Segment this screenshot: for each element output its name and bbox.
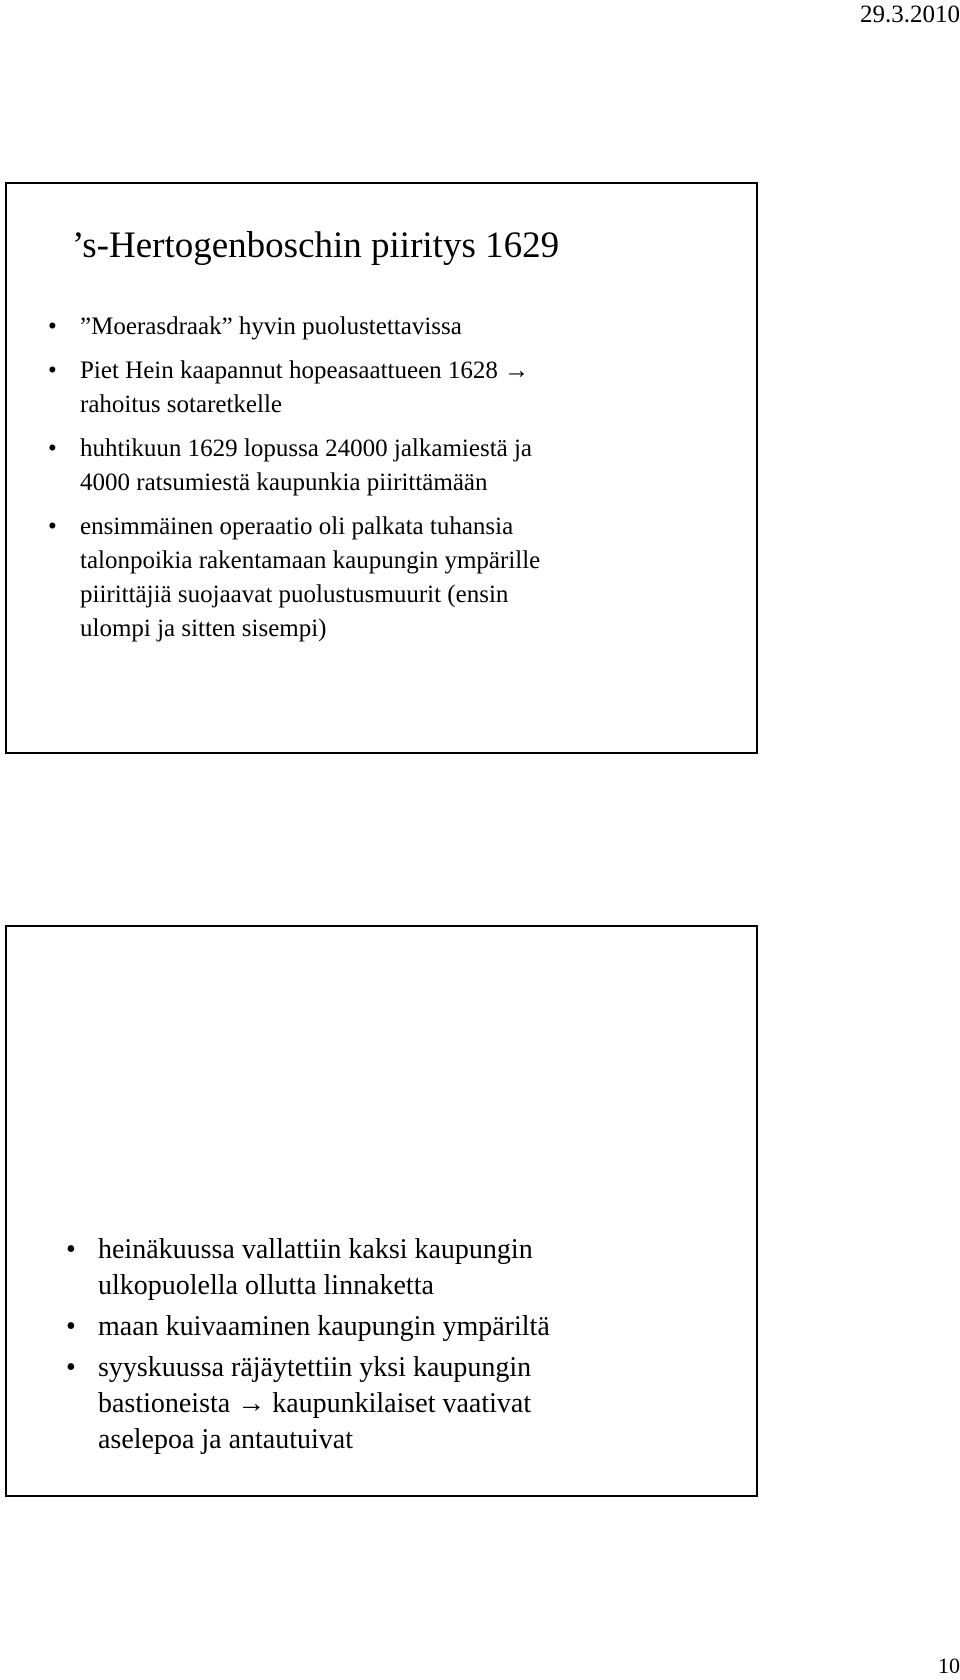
- bullet-line: • ”Moerasdraak” hyvin puolustettavissa: [80, 313, 462, 340]
- bullet-line: rahoitus sotaretkelle: [80, 391, 283, 418]
- bullet-line: 4000 ratsumiestä kaupunkia piirittämään: [80, 469, 488, 496]
- bullet-line: • maan kuivaaminen kaupungin ympäriltä: [98, 1311, 550, 1342]
- slide-2: [5, 925, 758, 1497]
- bullet-line: aselepoa ja antautuivat: [98, 1424, 353, 1455]
- slide-title: ’s-Hertogenboschin piiritys 1629: [72, 225, 560, 266]
- bullet-line: bastioneista → kaupunkilaiset vaativat: [98, 1388, 532, 1419]
- bullet-item: [80, 510, 740, 646]
- bullet-line: • huhtikuun 1629 lopussa 24000 jalkamiestä ja: [80, 435, 533, 462]
- slide-2-bullet-list: [98, 1232, 738, 1463]
- page-number: 10: [938, 1653, 960, 1678]
- bullet-line: ulkopuolella ollutta linnaketta: [98, 1270, 434, 1301]
- bullet-line: • syyskuussa räjäytettiin yksi kaupungin: [98, 1352, 532, 1383]
- header-date: 29.3.2010: [860, 1, 960, 28]
- bullet-line: piirittäjiä suojaavat puolustusmuurit (ensin: [80, 581, 509, 608]
- bullet-line: ulompi ja sitten sisempi): [80, 615, 327, 642]
- bullet-item: [80, 310, 740, 344]
- slide-1-bullet-list: [80, 310, 740, 656]
- bullet-line: • Piet Hein kaapannut hopeasaattueen 1628 →: [80, 357, 530, 384]
- bullet-item: [98, 1350, 738, 1458]
- bullet-item: [98, 1232, 738, 1304]
- bullet-item: [98, 1309, 738, 1345]
- bullet-item: [80, 354, 740, 422]
- bullet-line: • heinäkuussa vallattiin kaksi kaupungin: [98, 1234, 533, 1265]
- slide-1: [5, 182, 758, 754]
- bullet-line: • ensimmäinen operaatio oli palkata tuhansia: [80, 513, 514, 540]
- bullet-line: talonpoikia rakentamaan kaupungin ympärille: [80, 547, 541, 574]
- bullet-item: [80, 432, 740, 500]
